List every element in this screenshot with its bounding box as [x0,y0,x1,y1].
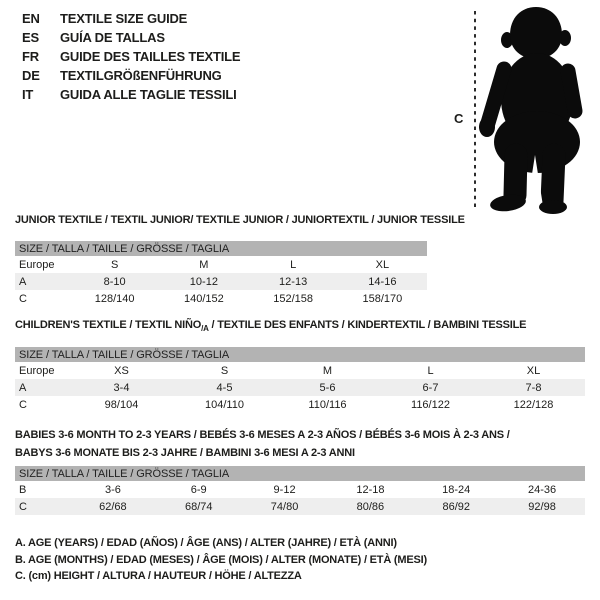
size-header-bar: SIZE / TALLA / TAILLE / GRÖSSE / TAGLIA [15,347,585,362]
table-row [15,498,585,515]
table-cell: 18-24 [442,483,471,496]
language-code: IT [22,87,34,102]
children-table-section [15,347,585,413]
table-cell: 128/140 [94,292,135,305]
junior-table-title: JUNIOR TEXTILE / TEXTIL JUNIOR/ TEXTILE JUNIOR / JUNIORTEXTIL / JUNIOR TESSILE [15,214,465,226]
table-cell: S [110,258,119,271]
row-label-cell: Europe [19,258,55,271]
table-row [15,379,585,396]
table-cell: M [199,258,209,271]
table-cell: 6-7 [379,379,482,396]
table-cell: 12-13 [249,273,338,290]
table-row [15,290,427,307]
table-cell: 140/152 [183,292,224,305]
table-cell: 74/80 [242,498,328,515]
children-title-sub: /A [201,324,209,334]
language-code: DE [22,68,40,83]
table-cell: 92/98 [499,498,585,515]
children-size-table [15,347,585,413]
language-row [22,85,240,104]
row-label-cell: C [19,292,27,305]
table-row [15,273,427,290]
table-row [15,396,585,413]
row-label-cell: C [19,398,27,411]
table-cell: 98/104 [104,398,139,411]
table-cell: 14-16 [338,273,427,290]
row-label-cell: B [19,483,27,496]
baby-figure [448,3,598,215]
junior-table-section [15,241,427,307]
size-header-bar: SIZE / TALLA / TAILLE / GRÖSSE / TAGLIA [15,241,427,256]
footnotes [15,535,427,585]
table-cell: 152/158 [273,292,313,305]
babies-title-line1: BABIES 3-6 MONTH TO 2-3 YEARS / BEBÉS 3-6 MESES A 2-3 AÑOS / BÉBÉS 3-6 MOIS À 2-3 ANS / [15,429,510,441]
table-cell: 3-6 [104,483,121,496]
table-row [15,481,585,498]
babies-table-section [15,466,585,515]
language-label: GUÍA DE TALLAS [60,30,165,45]
row-label-cell: A [15,273,70,290]
table-cell: L [290,258,297,271]
footnote-c: C. (cm) HEIGHT / ALTURA / HAUTEUR / HÖHE / ALTEZZA [15,570,302,582]
table-cell: 68/74 [156,498,242,515]
size-header-bar: SIZE / TALLA / TAILLE / GRÖSSE / TAGLIA [15,466,585,481]
footnote-a: A. AGE (YEARS) / EDAD (AÑOS) / ÂGE (ANS) / ALTER (JAHRE) / ETÀ (ANNI) [15,537,397,549]
babies-size-table [15,466,585,515]
language-label: GUIDE DES TAILLES TEXTILE [60,49,241,64]
language-code: FR [22,49,39,64]
table-cell: 158/170 [362,292,403,305]
table-cell: XL [526,364,541,377]
row-label-cell: A [15,379,70,396]
row-label-cell: C [15,498,70,515]
table-row [15,256,427,273]
table-cell: 10-12 [159,273,248,290]
language-row [22,28,240,47]
table-cell: 116/122 [411,398,450,411]
table-row [15,362,585,379]
baby-silhouette [479,7,580,214]
language-row [22,47,240,66]
table-cell: 86/92 [413,498,499,515]
table-cell: 3-4 [70,379,173,396]
language-header [22,9,240,104]
table-cell: 4-5 [173,379,276,396]
row-label-cell: Europe [19,364,55,377]
table-cell: 5-6 [276,379,379,396]
height-label: C [454,111,464,126]
table-cell: 62/68 [70,498,156,515]
table-cell: XS [114,364,129,377]
children-title-post: / TEXTILE DES ENFANTS / KINDERTEXTIL / BAMBINI TESSILE [208,319,527,331]
table-cell: XL [375,258,390,271]
babies-title-line2: BABYS 3-6 MONATE BIS 2-3 JAHRE / BAMBINI 3-6 MESI A 2-3 ANNI [15,447,355,459]
junior-size-table [15,241,427,307]
table-cell: 8-10 [70,273,159,290]
language-code: ES [22,30,39,45]
language-row [22,66,240,85]
language-label: TEXTILGRÖßENFÜHRUNG [60,68,222,83]
babies-table-title [15,426,510,462]
children-title-pre: CHILDREN'S TEXTILE / TEXTIL NIÑO [15,319,202,331]
language-label: TEXTILE SIZE GUIDE [60,11,188,26]
table-cell: 110/116 [308,398,347,411]
table-cell: 122/128 [513,398,554,411]
children-table-title [15,319,526,333]
baby-silhouette-graphic [448,3,598,215]
table-cell: 104/110 [205,398,244,411]
table-cell: L [427,364,434,377]
table-cell: 6-9 [190,483,207,496]
language-row [22,9,240,28]
table-cell: 24-36 [528,483,557,496]
table-cell: 9-12 [273,483,296,496]
table-cell: 12-18 [356,483,385,496]
table-cell: 80/86 [327,498,413,515]
footnote-b: B. AGE (MONTHS) / EDAD (MESES) / ÂGE (MOIS) / ALTER (MONATE) / ETÀ (MESI) [15,553,427,566]
table-cell: M [322,364,333,377]
table-cell: S [220,364,229,377]
language-code: EN [22,11,40,26]
language-label: GUIDA ALLE TAGLIE TESSILI [60,87,237,102]
table-cell: 7-8 [482,379,585,396]
